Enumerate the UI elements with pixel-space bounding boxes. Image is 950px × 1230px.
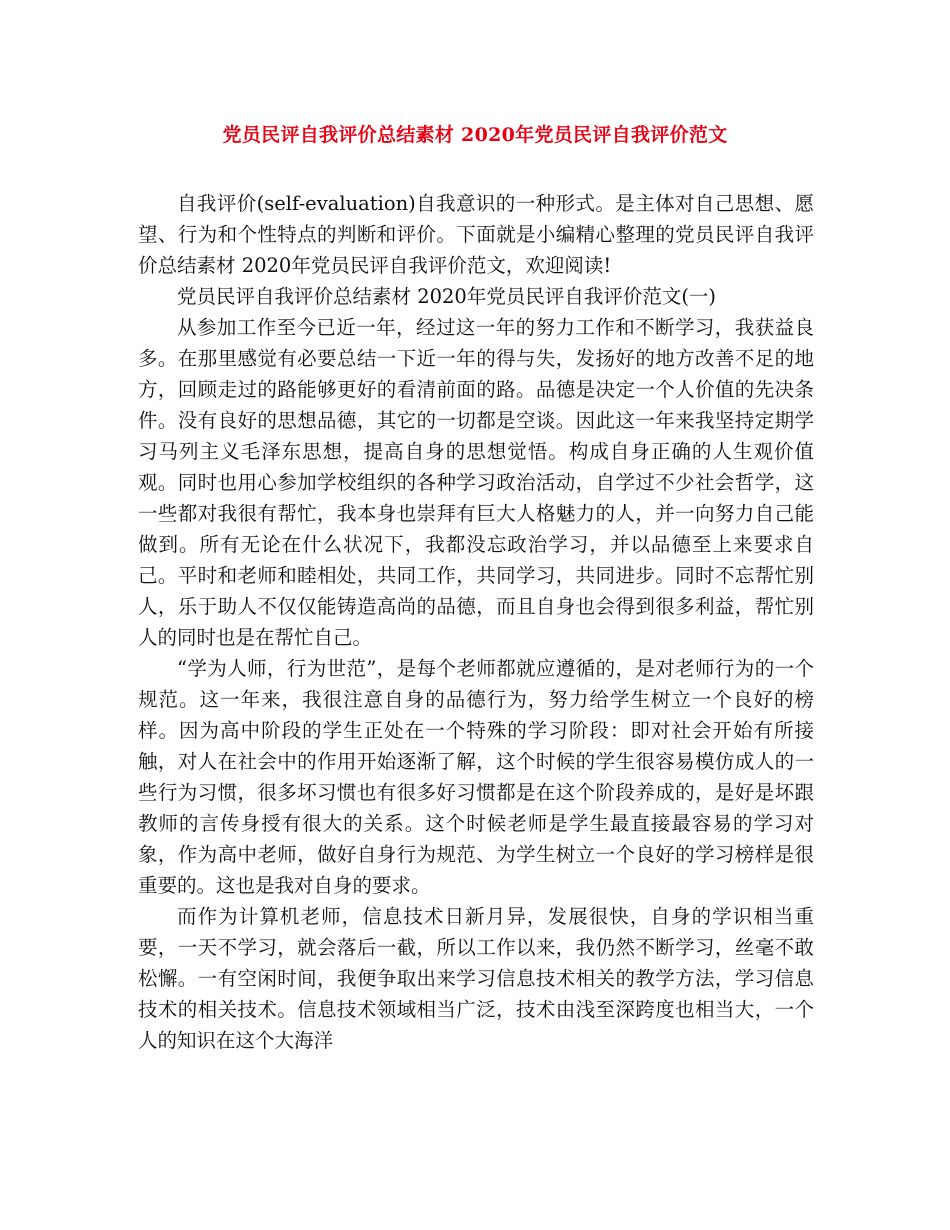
paragraph-teacher-conduct: “学为人师，行为世范”，是每个老师都就应遵循的，是对老师行为的一个规范。这一年来，我很注意自身的品德行为，努力给学生树立一个良好的榜样。因为高中阶段的学生正处在一个特殊的学习阶段：即对社会开始有所接触，对人在社会中的作用开始逐渐了解，这个时候的学生很容易模仿成人的一些行为习惯，很多坏习惯也有很多好习惯都是在这个阶段养成的，是好是坏跟教师的言传身授有很大的关系。这个时候老师是学生最直接最容易的学习对象，作为高中老师，做好自身行为规范、为学生树立一个良好的学习榜样是很重要的。这也是我对自身的要求。 — [138, 657, 814, 897]
paragraph-intro: 自我评价(self-evaluation)自我意识的一种形式。是主体对自己思想、愿望、行为和个性特点的判断和评价。下面就是小编精心整理的党员民评自我评价总结素材 2020年党员民评自我评价范文，欢迎阅读! — [138, 192, 814, 277]
paragraph-subheading: 党员民评自我评价总结素材 2020年党员民评自我评价范文(一) — [177, 285, 717, 308]
document-body — [138, 188, 814, 1056]
paragraph-work-summary: 从参加工作至今已近一年，经过这一年的努力工作和不断学习，我获益良多。在那里感觉有必要总结一下近一年的得与失，发扬好的地方改善不足的地方，回顾走过的路能够更好的看清前面的路。品德是决定一个人价值的先决条件。没有良好的思想品德，其它的一切都是空谈。因此这一年来我坚持定期学习马列主义毛泽东思想，提高自身的思想觉悟。构成自身正确的人生观价值观。同时也用心参加学校组织的各种学习政治活动，自学过不少社会哲学，这一些都对我很有帮忙，我本身也崇拜有巨大人格魅力的人，并一向努力自己能做到。所有无论在什么状况下，我都没忘政治学习，并以品德至上来要求自己。平时和老师和睦相处，共同工作，共同学习，共同进步。同时不忘帮忙别人，乐于助人不仅仅能铸造高尚的品德，而且自身也会得到很多利益，帮忙别人的同时也是在帮忙自己。 — [138, 316, 814, 649]
paragraph-computer-teacher: 而作为计算机老师，信息技术日新月异，发展很快，自身的学识相当重要，一天不学习，就会落后一截，所以工作以来，我仍然不断学习，丝毫不敢松懈。一有空闲时间，我便争取出来学习信息技术相关的教学方法，学习信息技术的相关技术。信息技术领域相当广泛，技术由浅至深跨度也相当大，一个人的知识在这个大海洋 — [138, 905, 814, 1052]
document-title: 党员民评自我评价总结素材 2020年党员民评自我评价范文 — [222, 124, 728, 146]
